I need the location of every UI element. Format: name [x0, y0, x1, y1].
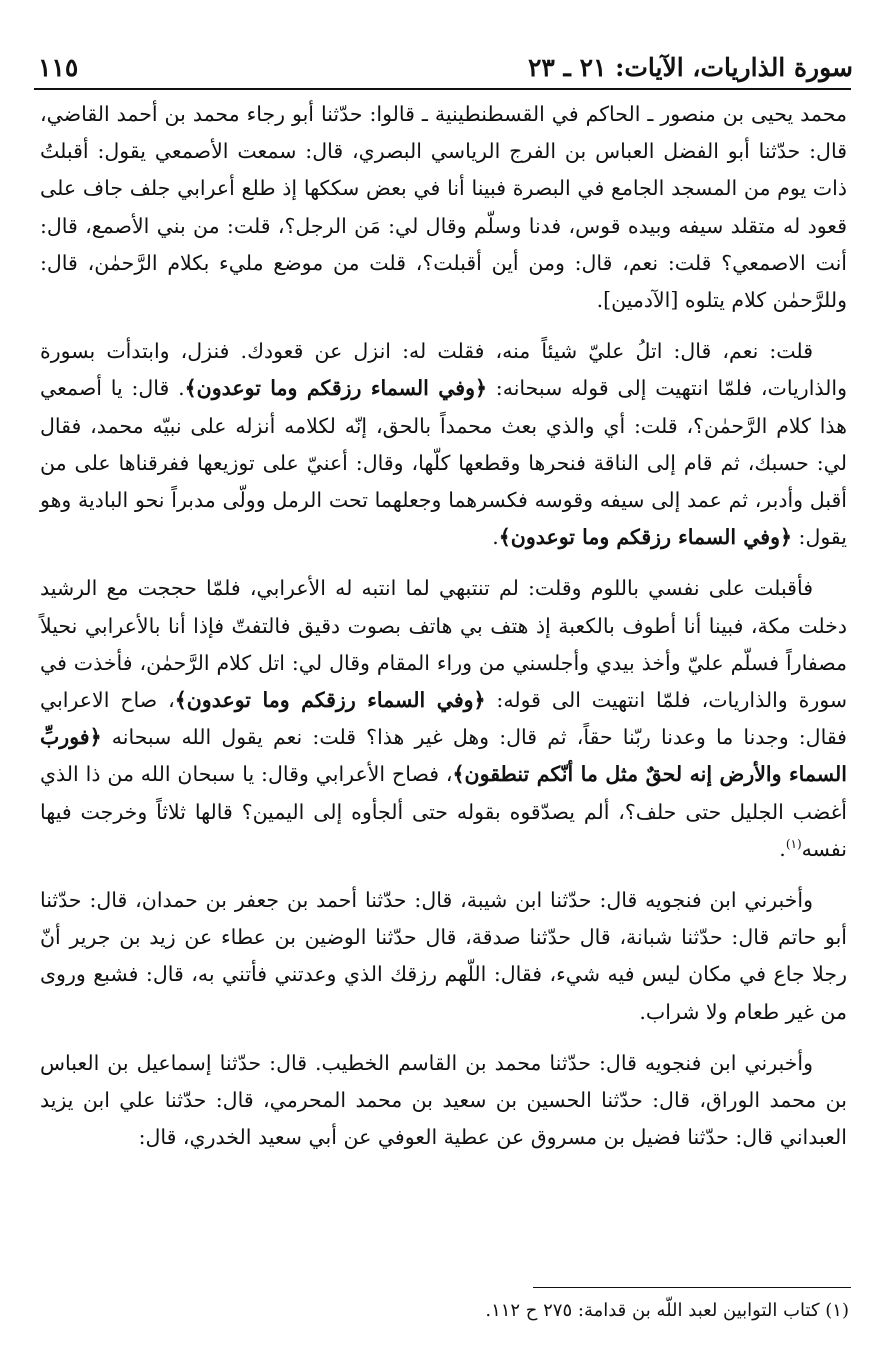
footnote: (١) كتاب التوابين لعبد اللّه بن قدامة: ٢٧٥ ح ١١٢.	[485, 1300, 849, 1321]
paragraph-5: وأخبرني ابن فنجويه قال: حدّثنا محمد بن القاسم الخطيب. قال: حدّثنا إسماعيل بن العباس بن محمد الوراق، قال: حدّثنا الحسين بن سعيد بن محمد المحرمي، قال: حدّثنا علي ابن يزيد العبداني قال: حدّثنا فضيل بن مسروق عن عطية العوفي عن أبي سعيد الخدري، قال:	[40, 1050, 847, 1150]
footnote-ref-end: .	[779, 836, 786, 861]
paragraph-3	[40, 570, 847, 868]
quran-quote: ﴿وفي السماء رزقكم وما توعدون﴾	[184, 376, 488, 401]
paragraph-2: قلت: نعم، قال: اتلُ عليّ شيئاً منه، فقلت له: انزل عن قعودك. فنزل، وابتدأت بسورة والذاريات، فلمّا انتهيت إلى قوله سبحانه: ﴿وفي السماء رزقكم وما توعدون﴾. قال: يا أصمعي هذا كلام الرَّحمٰن؟، قلت: أي والذي بعث محمداً بالحق، إنّه لكلامه أنزله على نبيّه محمد، فقال لي: حسبك، ثم قام إلى الناقة فنحرها وقطعها كلّها، وقال: أعنيّ على توزيعها ففرقناها على من أقبل وأدبر، ثم عمد إلى سيفه وقوسه فكسرهما وجعلهما تحت الرمل وولّى مدبراً نحو البادية وهو يقول: ﴿وفي السماء رزقكم وما توعدون﴾.	[40, 339, 847, 550]
paragraph-4: وأخبرني ابن فنجويه قال: حدّثنا ابن شيبة، قال: حدّثنا أحمد بن جعفر بن حمدان، قال: حدّثنا أبو حاتم قال: حدّثنا شبانة، قال حدّثنا صدقة، قال حدّثنا الوضين بن عطاء عن زيد بن جرير أنّ رجلا جاع في مكان ليس فيه شيء، فقال: اللّهم رزقك الذي وعدتني فأتني به، قال: فشبع وروى من غير طعام ولا شراب.	[40, 888, 847, 1024]
footnote-marker: (١)	[785, 837, 802, 852]
quran-quote: ﴿وفي السماء رزقكم وما توعدون﴾	[498, 525, 793, 550]
paragraph-1: محمد يحيى بن منصور ـ الحاكم في القسطنطينية ـ قالوا: حدّثنا أبو رجاء محمد بن أحمد القاضي، قال: حدّثنا أبو الفضل العباس بن الفرج الرياسي البصري، قال: سمعت الأصمعي يقول: أقبلتُ ذات يوم من المسجد الجامع في البصرة فبينا أنا في بعض سككها إذ طلع أعرابي جلف جاف على قعود له متقلد سيفه وبيده قوس، فدنا وسلّم وقال لي: مَن الرجل؟، قلت: من بني الأصمع، قال: أنت الاصمعي؟ قلت: نعم، قال: ومن أين أقبلت؟، قلت من موضع مليء بكلام الرَّحمٰن، قال: وللرَّحمٰن كلام يتلوه [الآدمين].	[40, 102, 847, 313]
header-rule	[34, 88, 851, 90]
paragraph-3-text: فأقبلت على نفسي باللوم وقلت: لم تنتبهي لما انتبه له الأعرابي، فلمّا حججت مع الرشيد دخلت مكة، فبينا أنا أطوف بالكعبة إذ هتف بي هاتف بصوت دقيق فالتفتّ فإذا أنا بالأعرابي نحيلاً مصفاراً فسلّم عليّ وأخذ بيدي وأجلسني من وراء المقام وقال لي: اتل كلام الرَّحمٰن، فأخذت في سورة والذاريات، فلمّا انتهيت الى قوله: ﴿وفي السماء رزقكم وما توعدون﴾، صاح الاعرابي فقال: وجدنا ما وعدنا ربّنا حقاً، ثم قال: وهل غير هذا؟ قلت: نعم يقول الله سبحانه ﴿فوربِّ السماء والأرض إنه لحقٌ مثل ما أنّكم تنطقون﴾، فصاح الأعرابي وقال: يا سبحان الله من ذا الذي أغضب الجليل حتى حلف؟، ألم يصدّقوه بقوله حتى ألجأوه إلى اليمين؟ قالها ثلاثاً وخرجت فيها نفسه	[40, 576, 848, 861]
main-text	[40, 96, 847, 1156]
page-number: ١١٥	[38, 53, 79, 82]
page-header	[38, 38, 853, 82]
running-title: سورة الذاريات، الآيات: ٢١ ـ ٢٣	[527, 53, 853, 82]
quran-quote: ﴿فوربِّ السماء والأرض إنه لحقٌ مثل ما أنّكم تنطقون﴾	[40, 725, 847, 787]
quran-quote: ﴿وفي السماء رزقكم وما توعدون﴾	[174, 688, 486, 713]
footnote-rule	[533, 1287, 851, 1288]
